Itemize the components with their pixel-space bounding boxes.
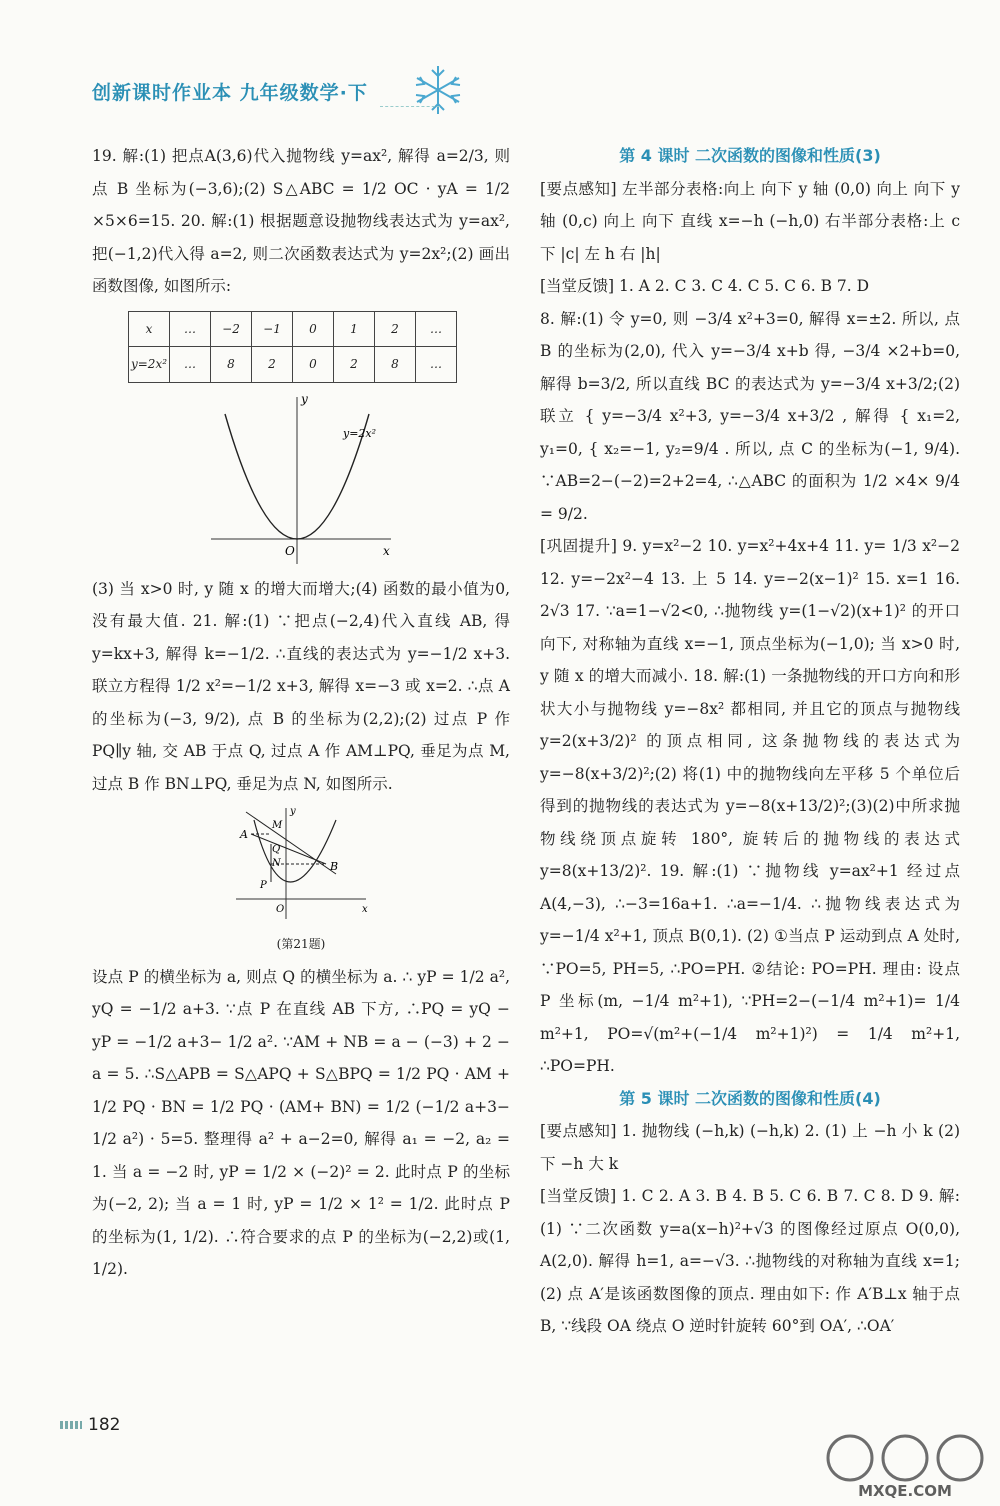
- watermark-logo: [820, 1430, 990, 1500]
- page-number: 182: [88, 1415, 121, 1435]
- left-column: [92, 140, 510, 1286]
- x-axis-label: x: [383, 543, 390, 558]
- table-cell: 2: [334, 347, 375, 383]
- page-number-decoration: [60, 1421, 82, 1429]
- origin-label: O: [276, 904, 285, 915]
- figure-21: [226, 804, 376, 924]
- figure-caption: (第21题): [276, 937, 326, 951]
- feedback-4: [当堂反馈] 1. A 2. C 3. C 4. C 5. C 6. B 7. D: [540, 277, 870, 295]
- point-b-label: B: [330, 860, 339, 873]
- table-row: [129, 311, 457, 347]
- table-cell: 1: [334, 311, 375, 347]
- watermark-text: MXQE.COM: [858, 1482, 952, 1500]
- consolidation-4: [巩固提升] 9. y=x²−2 10. y=x²+4x+4 11. y= 1/3 x²−2 12. y=−2x²−4 13. 上 5 14. y=−2(x−1)² 15. x=1 16. 2√3 17. ∵a=1−√2<0, ∴抛物线 y=(1−√2)(x+1)² 的开口向下, 对称轴为直线 x=−1, 顶点坐标为(−1,0); 当 x>0 时, y 随 x 的增大而减小. 18. 解:(1) 一条抛物线的开口方向和形状大小与抛物线 y=−8x² 都相同, 并且它的顶点与抛物线 y=2(x+3/2)² 的顶点相同, 这条抛物线的表达式为 y=−8(x+3/2)²;(2) 将(1) 中的抛物线向左平移 5 个单位后得到的抛物线的表达式为 y=−8(x+13/2)²;(3)(2)中所求抛物线绕顶点旋转 180°, 旋转后的抛物线的表达式 y=8(x+13/2)². 19. 解:(1) ∵抛物线 y=ax²+1 经过点 A(4,−3), ∴−3=16a+1. ∴a=−1/4. ∴抛物线表达式为 y=−1/4 x²+1, 顶点 B(0,1). (2) ①当点 P 运动到点 A 处时, ∵PO=5, PH=5, ∴PO=PH. ②结论: PO=PH. 理由: 设点 P 坐标(m, −1/4 m²+1), ∵PH=2−(−1/4 m²+1)= 1/4 m²+1, PO=√(m²+(−1/4 m²+1)²) = 1/4 m²+1, ∴PO=PH.: [540, 537, 960, 1075]
- y-axis-label: y: [301, 391, 308, 406]
- table-cell: −2: [211, 311, 252, 347]
- point-q-label: Q: [272, 844, 281, 855]
- answer-8: 8. 解:(1) 令 y=0, 则 −3/4 x²+3=0, 解得 x=±2. 所以, 点 B 的坐标为(2,0), 代入 y=−3/4 x+b 得, −3/4 ×2+b=0, 解得 b=3/2, 所以直线 BC 的表达式为 y=−3/4 x+3/2;(2) 联立 { y=−3/4 x²+3, y=−3/4 x+3/2 , 解得 { x₁=2, y₁=0, { x₂=−1, y₂=9/4 . 所以, 点 C 的坐标为(−1, 9/4). ∵AB=2−(−2)=2+2=4, ∴△ABC 的面积为 1/2 ×4× 9/4 = 9/2.: [540, 309, 960, 523]
- table-cell: …: [170, 311, 211, 347]
- right-column: [540, 140, 960, 1343]
- answer-21-cont: 设点 P 的横坐标为 a, 则点 Q 的横坐标为 a. ∴ yP = 1/2 a², yQ = −1/2 a+3. ∵点 P 在直线 AB 下方, ∴PQ = yQ − yP = −1/2 a+3− 1/2 a². ∵AM + NB = a − (−3) + 2 − a = 5. ∴S△APB = S△APQ + S△BPQ = 1/2 PQ · AM + 1/2 PQ · BN = 1/2 PQ · (AM+ BN) = 1/2 (−1/2 a+3− 1/2 a²) · 5=5. 整理得 a² + a−2=0, 解得 a₁ = −2, a₂ = 1. 当 a = −2 时, yP = 1/2 × (−2)² = 2. 此时点 P 的坐标为(−2, 2); 当 a = 1 时, yP = 1/2 × 1² = 1/2. 此时点 P 的坐标为(1, 1/2). ∴符合要求的点 P 的坐标为(−2,2)或(1, 1/2).: [92, 967, 510, 1278]
- section-title-5: 第 5 课时 二次函数的图像和性质(4): [619, 1088, 881, 1108]
- y-axis-label: y: [290, 806, 296, 817]
- table-cell: y=2x²: [129, 347, 170, 383]
- running-header: 创新课时作业本 九年级数学·下: [92, 82, 368, 104]
- feedback-5: [当堂反馈] 1. C 2. A 3. B 4. B 5. C 6. B 7. C 8. D 9. 解:(1) ∵二次函数 y=a(x−h)²+√3 的图像经过原点 O(0,0), A(2,0). 解得 h=1, a=−√3. ∴抛物线的对称轴为直线 x=1;(2) 点 A′是该函数图像的顶点. 理由如下: 作 A′B⊥x 轴于点 B, ∵线段 OA 绕点 O 逆时针旋转 60°到 OA′, ∴OA′: [540, 1187, 960, 1335]
- table-cell: 2: [375, 311, 416, 347]
- answer-19-20: 19. 解:(1) 把点A(3,6)代入抛物线 y=ax², 解得 a=2/3, 则点 B 坐标为(−3,6);(2) S△ABC = 1/2 OC · yA = 1/2 ×5×6=15. 20. 解:(1) 根据题意设抛物线表达式为 y=ax², 把(−1,2)代入得 a=2, 则二次函数表达式为 y=2x²;(2) 画出函数图像, 如图所示:: [92, 147, 510, 295]
- curve-label: y=2x²: [343, 426, 377, 440]
- table-cell: 2: [252, 347, 293, 383]
- x-axis-label: x: [362, 904, 368, 915]
- table-cell: 8: [375, 347, 416, 383]
- parabola-graph: [201, 389, 401, 569]
- table-cell: …: [416, 347, 457, 383]
- point-n-label: N: [272, 858, 281, 869]
- table-cell: x: [129, 311, 170, 347]
- table-cell: −1: [252, 311, 293, 347]
- point-p-label: P: [260, 880, 267, 891]
- key-points-4: [要点感知] 左半部分表格:向上 向下 y 轴 (0,0) 向上 向下 y 轴 (0,c) 向上 向下 直线 x=−h (−h,0) 右半部分表格:上 c 下 |c| 左 h 右 |h|: [540, 179, 960, 263]
- snowflake-icon: [410, 62, 466, 118]
- value-table: [128, 311, 457, 383]
- section-title-4: 第 4 课时 二次函数的图像和性质(3): [619, 146, 881, 165]
- answer-20-21: (3) 当 x>0 时, y 随 x 的增大而增大;(4) 函数的最小值为0, 没有最大值. 21. 解:(1) ∵把点(−2,4)代入直线 AB, 得 y=kx+3, 解得 k=−1/2. ∴直线的表达式为 y=−1/2 x+3. 联立方程得 1/2 x²=−1/2 x+3, 解得 x=−3 或 x=2. ∴点 A 的坐标为(−3, 9/2), 点 B 的坐标为(2,2);(2) 过点 P 作 PQ∥y 轴, 交 AB 于点 Q, 过点 A 作 AM⊥PQ, 垂足为点 M, 过点 B 作 BN⊥PQ, 垂足为点 N, 如图所示.: [92, 579, 510, 793]
- point-a-label: A: [240, 828, 248, 841]
- table-cell: 0: [293, 347, 334, 383]
- point-m-label: M: [272, 820, 283, 831]
- table-cell: 0: [293, 311, 334, 347]
- header-divider: [380, 106, 440, 108]
- table-cell: 8: [211, 347, 252, 383]
- table-cell: …: [416, 311, 457, 347]
- table-row: [129, 347, 457, 383]
- origin-label: O: [285, 543, 295, 558]
- table-cell: …: [170, 347, 211, 383]
- key-points-5: [要点感知] 1. 抛物线 (−h,k) (−h,k) 2. (1) 上 −h 小 k (2) 下 −h 大 k: [540, 1122, 960, 1173]
